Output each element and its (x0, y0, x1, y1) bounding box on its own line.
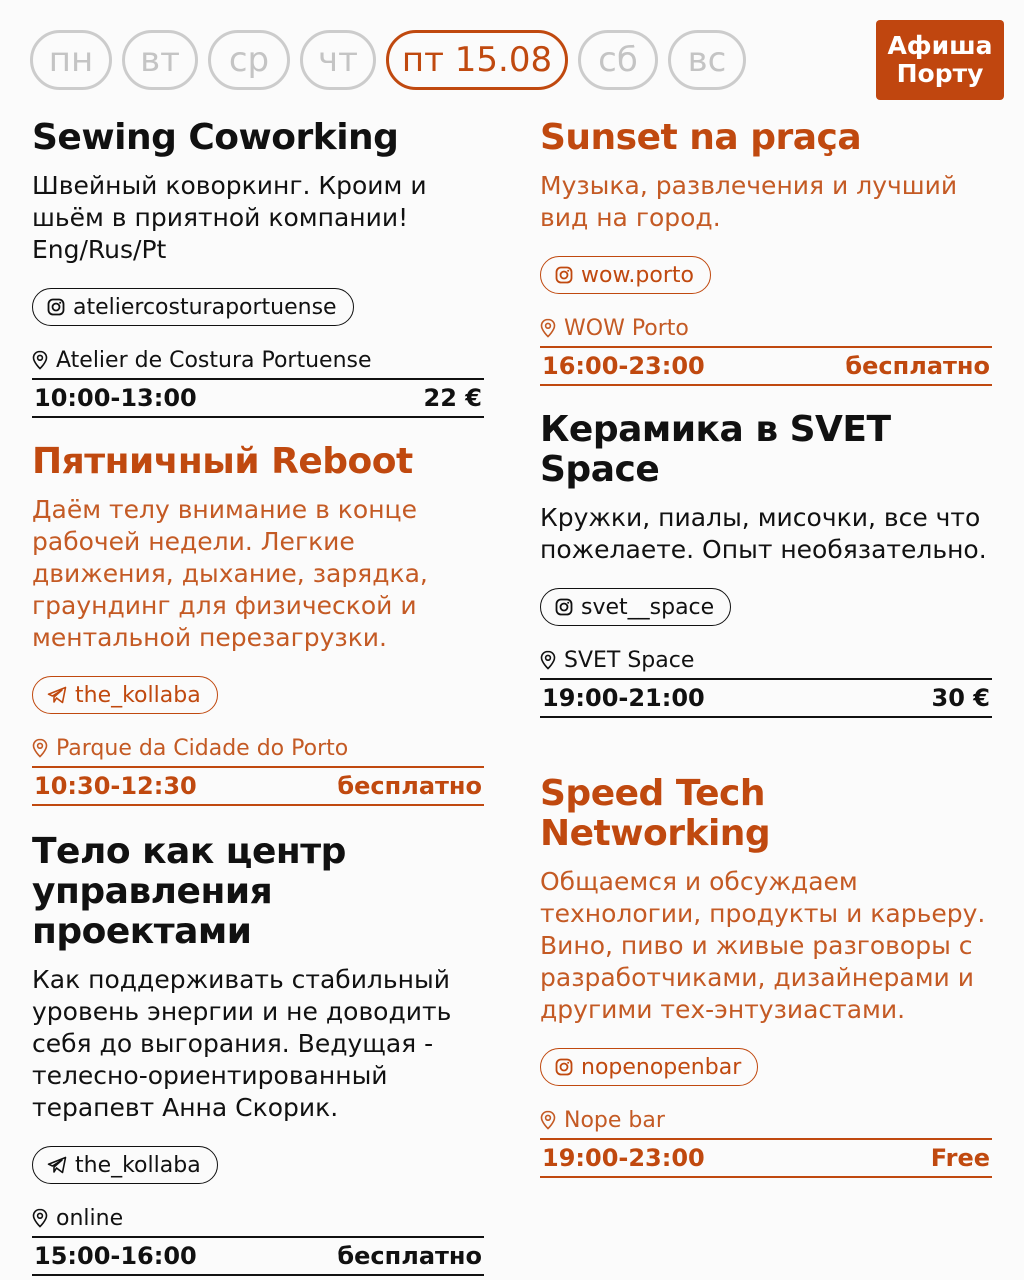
event-location (540, 312, 992, 344)
event-handle-link[interactable] (540, 256, 711, 294)
event-location (540, 644, 992, 676)
day-tab-sun[interactable]: вс (668, 30, 746, 90)
event-time: 10:30-12:30 (34, 772, 197, 800)
event-handle: nopenopenbar (581, 1054, 742, 1080)
event-description: Музыка, развлечения и лучший вид на город. (540, 171, 958, 232)
event-location-text: Parque da Cidade do Porto (56, 735, 349, 761)
event-title: Тело как центр управления проектами (32, 831, 346, 952)
telegram-icon (47, 1156, 67, 1174)
event-location-text: Nope bar (564, 1107, 665, 1133)
event-card (32, 442, 484, 806)
event-description: Как поддерживать стабильный уровень энергии и не доводить себя до выгорания. Ведущая - телесно-ориентированный терапевт Анна Скорик. (32, 965, 452, 1122)
event-description: Даём телу внимание в конце рабочей недели. Легкие движения, дыхание, зарядка, граундинг для физической и ментальной перезагрузки. (32, 495, 428, 652)
event-title: Керамика в SVET Space (540, 409, 891, 490)
event-title: Speed Tech Networking (540, 773, 771, 854)
event-price: Free (930, 1144, 990, 1172)
instagram-icon (47, 298, 65, 316)
event-location (32, 732, 484, 764)
event-location (32, 344, 484, 376)
event-handle: ateliercosturaportuense (73, 294, 337, 320)
event-card (540, 774, 992, 1178)
location-pin-icon (540, 1110, 556, 1130)
event-price: бесплатно (337, 1242, 482, 1270)
location-pin-icon (32, 738, 48, 758)
event-title: Пятничный Reboot (32, 441, 413, 482)
event-time-price-bar (32, 766, 484, 806)
event-location-text: WOW Porto (564, 315, 689, 341)
event-title: Sewing Coworking (32, 117, 399, 158)
event-time: 15:00-16:00 (34, 1242, 197, 1270)
event-time-price-bar (540, 346, 992, 386)
day-tab-thu[interactable]: чт (300, 30, 376, 90)
event-location (540, 1104, 992, 1136)
event-title: Sunset na praça (540, 117, 862, 158)
event-price: 30 € (931, 684, 990, 712)
event-description: Кружки, пиалы, мисочки, все что пожелаете. Опыт необязательно. (540, 503, 987, 564)
instagram-icon (555, 1058, 573, 1076)
day-tab-fri[interactable]: пт 15.08 (386, 30, 568, 90)
event-time: 16:00-23:00 (542, 352, 705, 380)
event-location-text: SVET Space (564, 647, 695, 673)
day-tab-tue[interactable]: вт (122, 30, 198, 90)
event-handle: svet__space (581, 594, 715, 620)
brand-logo (876, 20, 1004, 100)
location-pin-icon (32, 1208, 48, 1228)
event-handle-link[interactable] (32, 676, 218, 714)
brand-line-1: Афиша (887, 31, 993, 60)
event-handle-link[interactable] (540, 588, 731, 626)
event-card (540, 118, 992, 386)
instagram-icon (555, 266, 573, 284)
event-time-price-bar (32, 378, 484, 418)
event-handle: the_kollaba (75, 682, 201, 708)
day-tab-wed[interactable]: ср (208, 30, 290, 90)
day-tab-mon[interactable]: пн (30, 30, 112, 90)
event-card (540, 410, 992, 718)
event-location-text: Atelier de Costura Portuense (56, 347, 372, 373)
event-price: бесплатно (337, 772, 482, 800)
location-pin-icon (540, 318, 556, 338)
event-time-price-bar (540, 678, 992, 718)
event-handle: wow.porto (581, 262, 694, 288)
event-price: бесплатно (845, 352, 990, 380)
event-description: Общаемся и обсуждаем технологии, продукты и карьеру. Вино, пиво и живые разговоры с разработчиками, дизайнерами и другими тех-энтузиастами. (540, 867, 986, 1024)
event-time: 10:00-13:00 (34, 384, 197, 412)
event-card (32, 832, 484, 1276)
event-time: 19:00-21:00 (542, 684, 705, 712)
instagram-icon (555, 598, 573, 616)
event-handle-link[interactable] (540, 1048, 758, 1086)
event-handle-link[interactable] (32, 288, 354, 326)
location-pin-icon (540, 650, 556, 670)
brand-line-2: Порту (896, 59, 984, 88)
event-location (32, 1202, 484, 1234)
event-handle: the_kollaba (75, 1152, 201, 1178)
location-pin-icon (32, 350, 48, 370)
telegram-icon (47, 686, 67, 704)
event-card (32, 118, 484, 418)
event-time: 19:00-23:00 (542, 1144, 705, 1172)
event-time-price-bar (32, 1236, 484, 1276)
day-tab-sat[interactable]: сб (578, 30, 658, 90)
event-handle-link[interactable] (32, 1146, 218, 1184)
event-description: Швейный коворкинг. Кроим и шьём в приятной компании! Eng/Rus/Pt (32, 171, 427, 264)
event-location-text: online (56, 1205, 124, 1231)
event-price: 22 € (423, 384, 482, 412)
event-time-price-bar (540, 1138, 992, 1178)
